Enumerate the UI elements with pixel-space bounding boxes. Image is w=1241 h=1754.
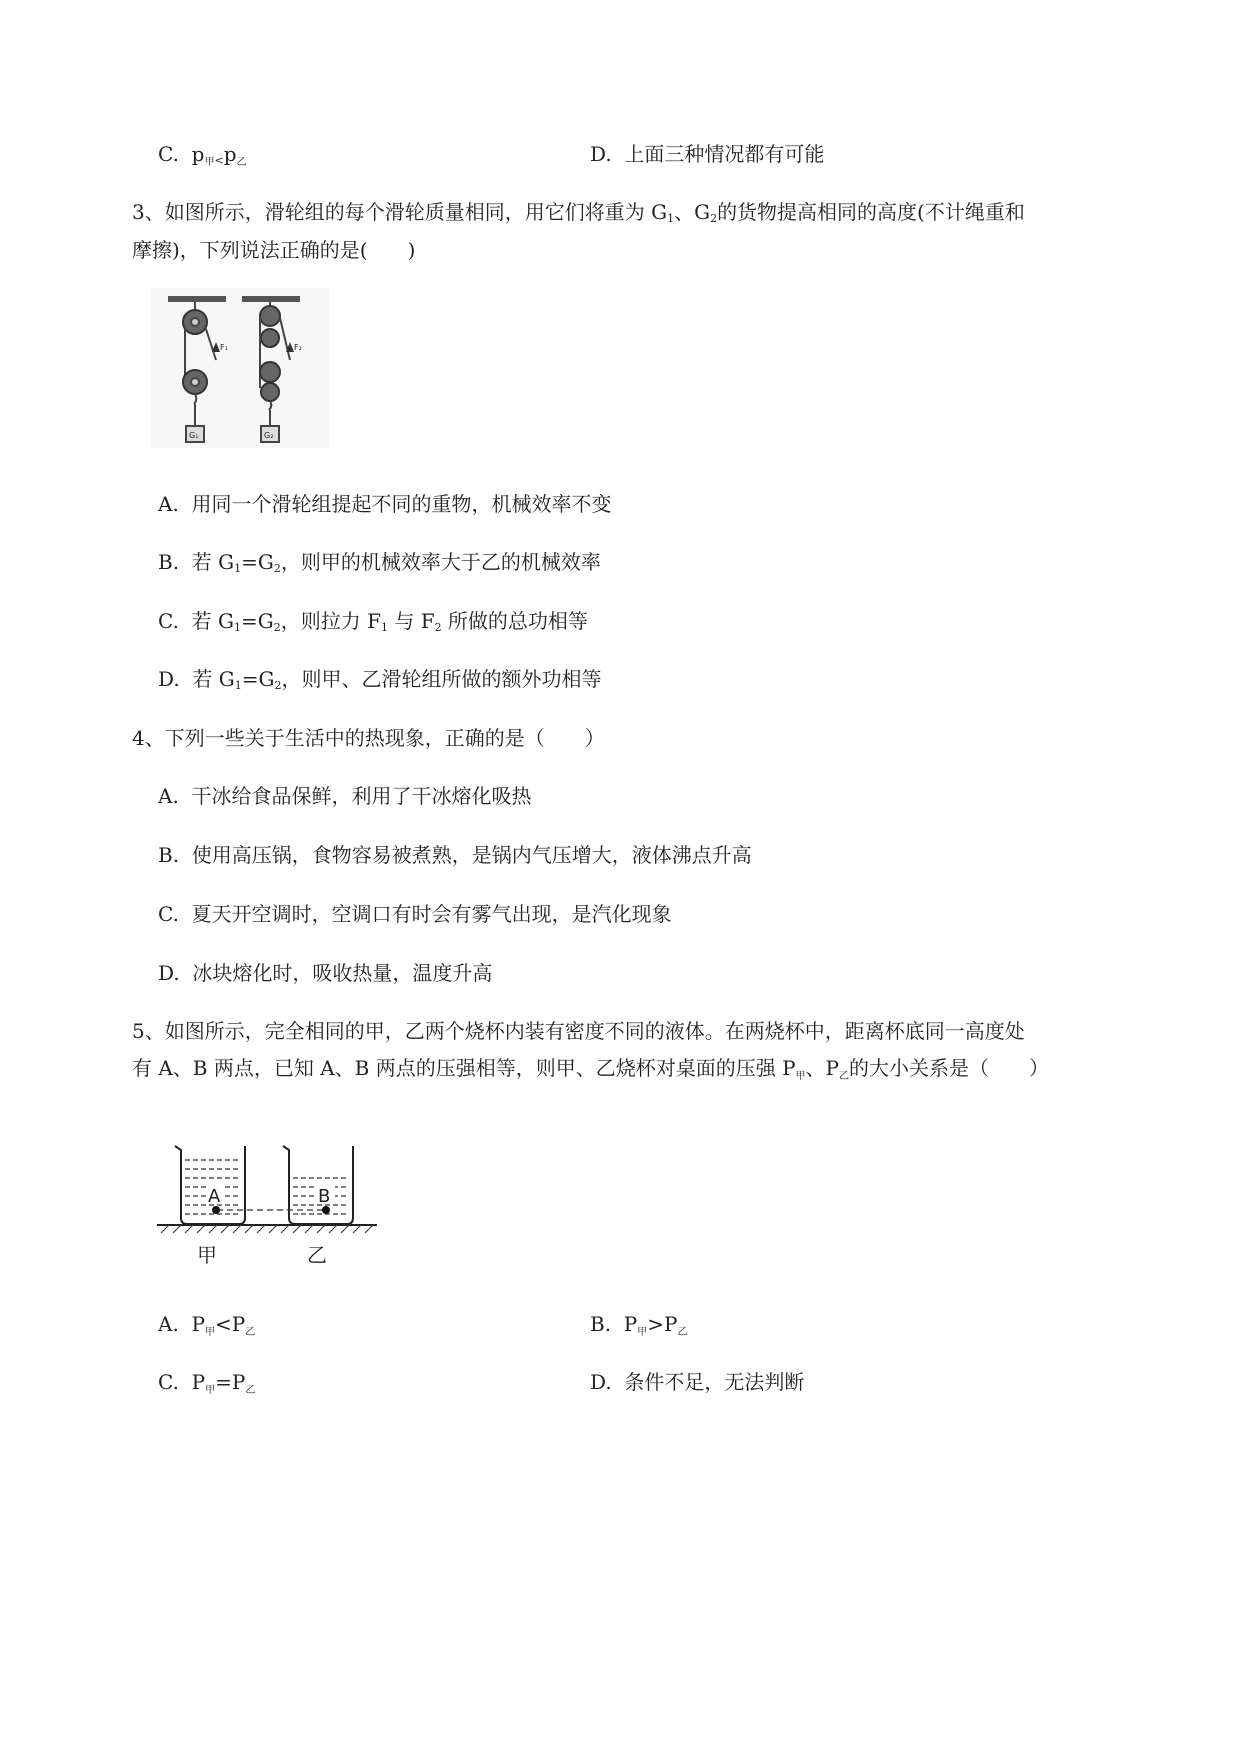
q4-stem: 4、下列一些关于生活中的热现象，正确的是（ ）	[132, 726, 605, 750]
q5-option-a: A. $P_甲<P_乙$	[158, 1312, 256, 1338]
q2-option-d: D. 上面三种情况都有可能	[590, 142, 825, 166]
q2-option-c: C. $p_{甲<}p_乙$	[158, 142, 247, 168]
q3-option-b: B. 若 $G_1=G_2$，则甲的机械效率大于乙的机械效率	[158, 550, 601, 575]
beaker-figure	[155, 1140, 385, 1270]
q3-stem-line2: 摩擦)，下列说法正确的是( )	[132, 238, 416, 262]
label-f1: F₁	[220, 343, 228, 352]
label-beaker-jia: 甲	[197, 1243, 217, 1267]
point-a	[212, 1206, 220, 1214]
q5-stem-line1: 5、如图所示，完全相同的甲，乙两个烧杯内装有密度不同的液体。在两烧杯中，距离杯底同一高度处	[132, 1019, 1025, 1043]
point-b	[322, 1206, 330, 1214]
label-g1: G₁	[189, 431, 199, 440]
table-hatching	[161, 1225, 373, 1233]
q4-option-c: C. 夏天开空调时，空调口有时会有雾气出现，是汽化现象	[158, 902, 672, 926]
q5-stem-line2: 有 A、B 两点，已知 A、B 两点的压强相等，则甲、乙烧杯对桌面的压强 $P_甲$、$P_乙$的大小关系是（ ）	[132, 1056, 1049, 1082]
ceiling-left	[168, 296, 226, 302]
label-f2: F₂	[294, 343, 302, 352]
label-point-b: B	[318, 1186, 331, 1207]
q5-option-c: C. $P_甲=P_乙$	[158, 1370, 256, 1396]
q3-stem-line1: 3、如图所示，滑轮组的每个滑轮质量相同，用它们将重为 $G_1$、$G_2$的货物提高相同的高度(不计绳重和	[132, 200, 1025, 225]
q4-option-a: A. 干冰给食品保鲜，利用了干冰熔化吸热	[158, 784, 532, 808]
label-point-a: A	[208, 1186, 221, 1207]
q3-option-c: C. 若 $G_1=G_2$，则拉力 $F_1$ 与 $F_2$ 所做的总功相等	[158, 609, 588, 634]
q4-option-d: D. 冰块熔化时，吸收热量，温度升高	[158, 961, 493, 985]
label-g2: G₂	[264, 431, 274, 440]
ceiling-right	[242, 296, 300, 302]
q5-option-b: B. $P_甲>P_乙$	[590, 1312, 688, 1338]
q4-option-b: B. 使用高压锅，食物容易被煮熟，是锅内气压增大，液体沸点升高	[158, 843, 752, 867]
label-beaker-yi: 乙	[307, 1243, 327, 1267]
q3-option-d: D. 若 $G_1=G_2$，则甲、乙滑轮组所做的额外功相等	[158, 667, 602, 692]
beaker-yi	[283, 1146, 353, 1224]
q3-option-a: A. 用同一个滑轮组提起不同的重物，机械效率不变	[158, 492, 612, 516]
q5-option-d: D. 条件不足，无法判断	[590, 1370, 805, 1394]
beaker-jia	[175, 1146, 245, 1224]
pulley-figure	[150, 288, 330, 448]
